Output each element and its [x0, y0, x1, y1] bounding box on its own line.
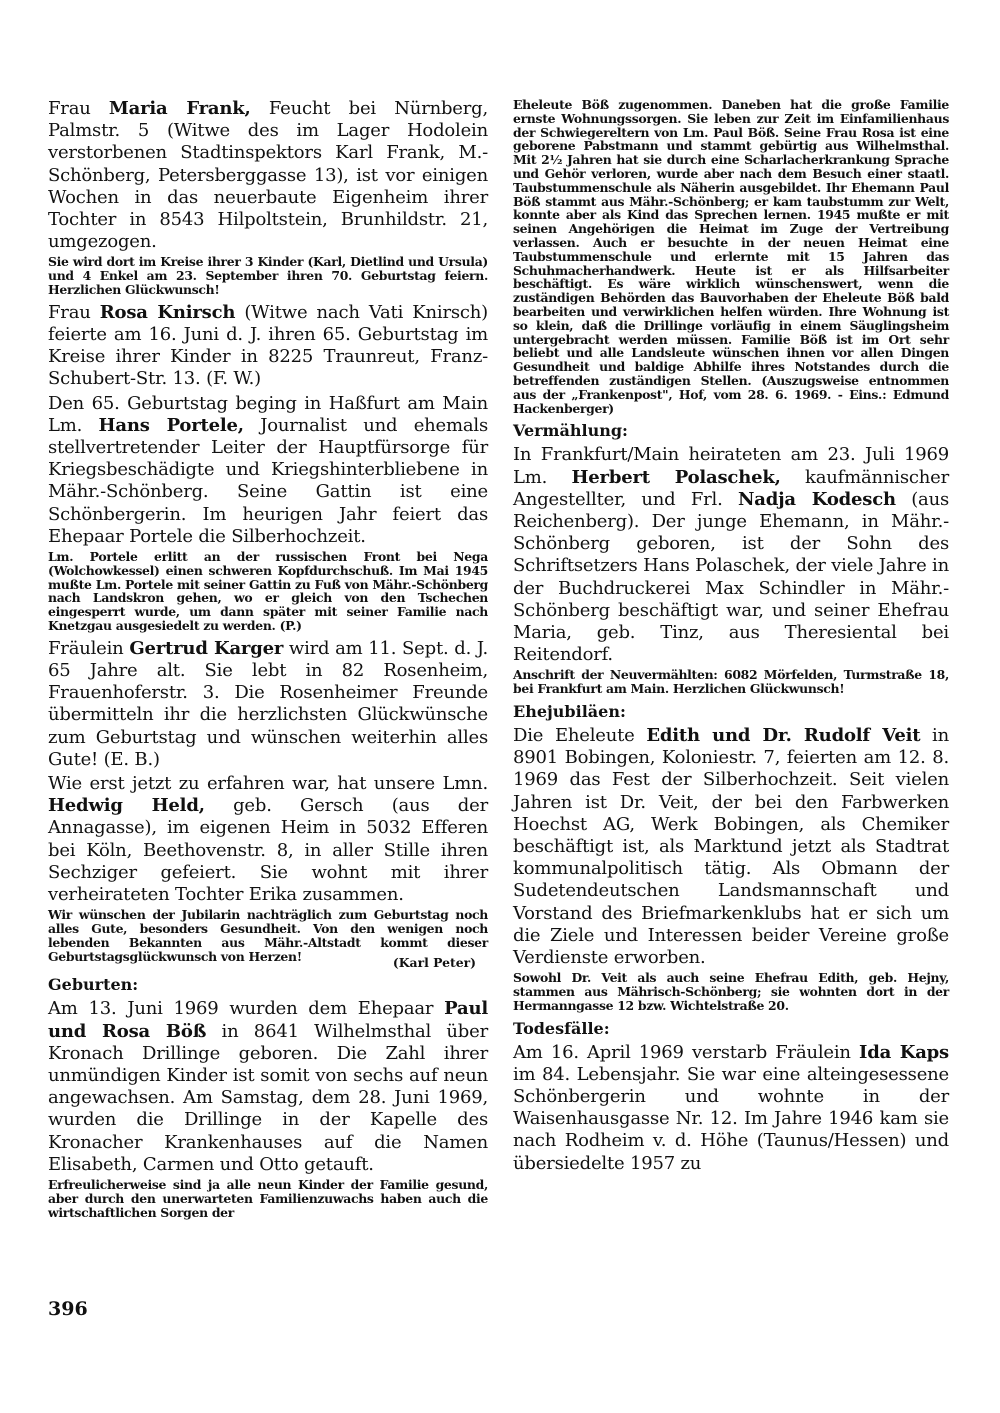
signature-karl-peter: (Karl Peter)	[392, 955, 476, 971]
name-hans-portele: Hans Portele,	[98, 414, 244, 436]
paragraph-hans-portele: Den 65. Geburtstag beging in Haßfurt am Main Lm. Hans Portele, Journalist und ehemals stellvertretender Leiter der Hauptfürsorge für Kriegsbeschädigte und Kriegshinterbliebene in Mähr.-Schönberg. Seine Gattin ist eine Schönbergerin. Im heurigen Jahr feiert das Ehepaar Portele die Silberhochzeit.	[48, 392, 488, 547]
heading-todesfaelle: Todesfälle:	[513, 1018, 610, 1038]
name-nadja-kodesch: Nadja Kodesch	[738, 488, 896, 510]
heading-geburten: Geburten:	[48, 975, 139, 995]
paragraph-ida-kaps: Am 16. April 1969 verstarb Fräulein Ida Kaps im 84. Lebensjahr. Sie war eine alteingesessene Schönbergerin und wohnte in der Waisenhausgasse Nr. 12. Im Jahre 1946 kam sie nach Rodheim v. d. Höhe (Taunus/Hessen) und übersiedelte 1957 zu	[513, 1041, 949, 1174]
name-edith-rudolf-veit: Edith und Dr. Rudolf Veit	[646, 724, 921, 746]
note-boess-family: Erfreulicherweise sind ja alle neun Kinder der Familie gesund, aber durch den unerwarteten Familienzuwachs haben auch die wirtschaftlichen Sorgen der	[48, 1177, 488, 1220]
name-paul-rosa-boess: Paul und Rosa Böß	[48, 998, 488, 1042]
name-herbert-polaschek: Herbert Polaschek,	[571, 466, 781, 488]
paragraph-rosa-knirsch: Frau Rosa Knirsch (Witwe nach Vati Knirsch) feierte am 16. Juni d. J. ihren 65. Geburtstag im Kreise ihrer Kinder in 8225 Traunreut, Franz-Schubert-Str. 13. (F. W.)	[48, 301, 488, 390]
name-ida-kaps: Ida Kaps	[858, 1041, 949, 1063]
note-boess-continued: Eheleute Böß zugenommen. Daneben hat die große Familie ernste Wohnungssorgen. Sie leben zur Zeit im Einfamilienhaus der Schwiegereltern von Lm. Paul Böß. Seine Frau Rosa ist eine geborene Pabstmann und stammt gebürtig aus Wilhelmsthal. Mit 2½ Jahren hat sie durch eine Scharlacherkrankung Sprache und Gehör verloren, wurde aber nach dem Besuch einer staatl. Taubstummenschule als Näherin ausgebildet. Ihr Ehemann Paul Böß stammt aus Mähr.-Schönberg; er kam taubstumm zur Welt, konnte aber als Kind das Sprechen lernen. 1945 mußte er mit seinen Angehörigen die Heimat im Zuge der Vertreibung verlassen. Auch er besuchte in der neuen Heimat eine Taubstummenschule und erlernte mit 15 Jahren das Schuhmacherhandwerk. Heute ist er als Hilfsarbeiter beschäftigt. Es wäre wirklich wünschenswert, wenn die zuständigen Behörden das Bauvorhaben der Eheleute Böß bald bearbeiten und verwirklichen helfen würden. Ihre Wohnung ist so klein, daß die Drillinge vorläufig in einem Säuglingsheim untergebracht werden müssen. Familie Böß ist im Ort sehr beliebt und alle Landsleute wünschen ihnen vor allen Dingen Gesundheit und baldige Abhilfe ihres Notstandes durch die betreffenden zuständigen Stellen. (Auszugsweise entnommen aus der „Frankenpost", Hof, vom 28. 6. 1969. - Eins.: Edmund Hackenberger)	[513, 97, 949, 416]
paragraph-maria-frank: Frau Maria Frank, Feucht bei Nürnberg, Palmstr. 5 (Witwe des im Lager Hodolein verstorbenen Stadtinspektors Karl Frank, M.-Schönberg, Petersberggasse 13), ist vor einigen Wochen in das neuerbaute Eigenheim ihrer Tochter in 8543 Hilpoltstein, Brunhildstr. 21, umgezogen.	[48, 98, 489, 253]
left-column	[48, 98, 488, 1224]
note-maria-frank: Sie wird dort im Kreise ihrer 3 Kinder (Karl, Dietlind und Ursula) und 4 Enkel am 23. September ihren 70. Geburtstag feiern. Herzlichen Glückwunsch!	[48, 254, 488, 298]
paragraph-veit-anniversary: Die Eheleute Edith und Dr. Rudolf Veit in 8901 Bobingen, Koloniestr. 7, feierten am 12. 8. 1969 das Fest der Silberhochzeit. Seit vielen Jahren ist Dr. Veit, der bei den Farbwerken Hoechst AG, Werk Bobingen, als Chemiker beschäftigt ist, als Marktund jetzt als Stadtrat kommunalpolitisch tätig. Als Obmann der Sudetendeutschen Landsmannschaft und Vorstand des Briefmarkenklubs hat er sich um die Ziele und Interessen beider Vereine große Verdienste erworben.	[513, 724, 949, 968]
right-column	[513, 98, 949, 1177]
name-rosa-knirsch: Rosa Knirsch	[99, 301, 236, 323]
paragraph-polaschek-wedding: In Frankfurt/Main heirateten am 23. Juli 1969 Lm. Herbert Polaschek, kaufmännischer Angestellter, und Frl. Nadja Kodesch (aus Reichenberg). Der junge Ehemann, in Mähr.-Schönberg geboren, ist der Sohn des Schriftsetzers Hans Polaschek, der viele Jahre in der Buchdruckerei Max Schindler in Mähr.-Schönberg beschäftigt war, und seiner Ehefrau Maria, geb. Tinz, aus Theresiental bei Reitendorf.	[513, 444, 950, 666]
paragraph-boess-births: Am 13. Juni 1969 wurden dem Ehepaar Paul und Rosa Böß in 8641 Wilhelmsthal über Kronach Drillinge geboren. Die Zahl ihrer unmündigen Kinder ist somit von sechs auf neun angewachsen. Am Samstag, dem 28. Juni 1969, wurden die Drillinge in der Kapelle des Kronacher Krankenhauses auf die Namen Elisabeth, Carmen und Otto getauft.	[48, 998, 488, 1175]
name-gertrud-karger: Gertrud Karger	[129, 637, 284, 659]
paragraph-gertrud-karger: Fräulein Gertrud Karger wird am 11. Sept. d. J. 65 Jahre alt. Sie lebt in 82 Rosenheim, Frauenhoferstr. 3. Die Rosenheimer Freunde übermitteln ihr die herzlichsten Glückwünsche zum Geburtstag und wünschen weiterhin alles Gute! (E. B.)	[48, 637, 488, 770]
name-maria-frank: Maria Frank,	[108, 98, 251, 119]
note-veit-origin: Sowohl Dr. Veit als auch seine Ehefrau Edith, geb. Hejny, stammen aus Mährisch-Schönberg; sie wohnten dort in der Hermanngasse 12 bzw. Wichtelstraße 20.	[513, 970, 949, 1013]
paragraph-hedwig-held: Wie erst jetzt zu erfahren war, hat unsere Lmn. Hedwig Held, geb. Gersch (aus der Annagasse), im eigenen Heim in 5032 Efferen bei Köln, Beethovenstr. 8, in aller Stille ihren Sechziger gefeiert. Sie wohnt mit ihrer verheirateten Tochter Erika zusammen.	[48, 773, 488, 906]
note-hedwig-held: Wir wünschen der Jubilarin nachträglich zum Geburtstag noch alles Gute, besonders Gesundheit. Von den wenigen noch lebenden Bekannten aus Mähr.-Altstadt kommt dieser Geburtstagsglückwunsch von Herzen!	[48, 907, 488, 964]
note-newlywed-address: Anschrift der Neuvermählten: 6082 Mörfelden, Turmstraße 18, bei Frankfurt am Main. Herzlichen Glückwunsch!	[513, 667, 949, 697]
heading-ehejubilaeen: Ehejubiläen:	[513, 701, 626, 721]
heading-vermaehlung: Vermählung:	[513, 421, 628, 441]
name-hedwig-held: Hedwig Held,	[48, 795, 205, 817]
note-hans-portele: Lm. Portele erlitt an der russischen Front bei Nega (Wolchowkessel) einen schweren Kopfdurchschuß. Im Mai 1945 mußte Lm. Portele mit seiner Gattin zu Fuß von Mähr.-Schönberg nach Landskron gehen, wo er gleich von den Tschechen eingesperrt wurde, um dann später mit seiner Familie nach Knetzgau ausgesiedelt zu werden. (P.)	[48, 549, 488, 634]
page-number: 396	[48, 1298, 88, 1320]
